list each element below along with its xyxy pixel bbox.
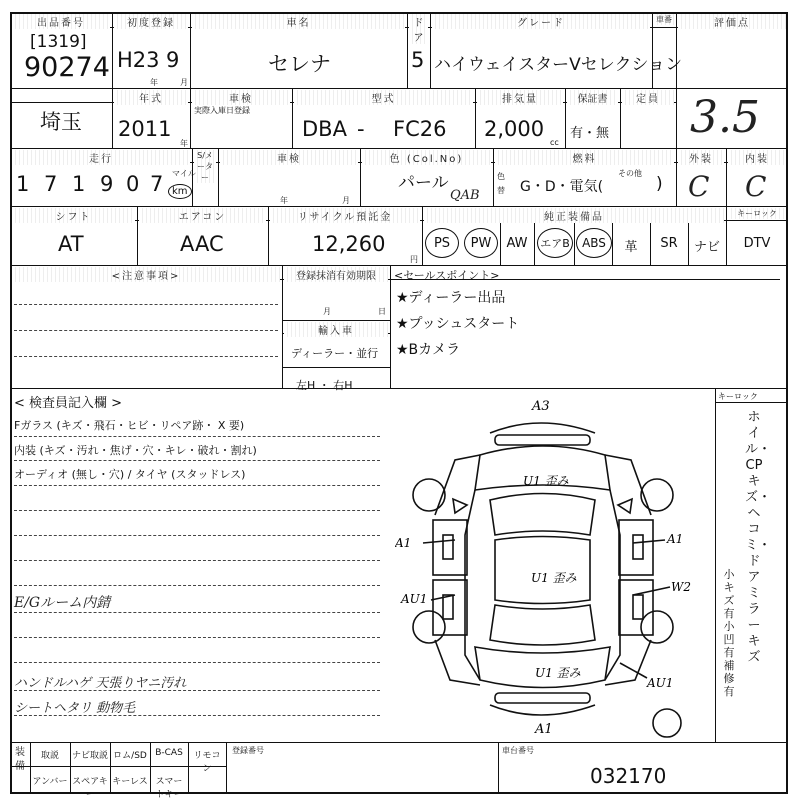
recycle-unit: 円 — [410, 255, 418, 264]
car-name-header: 車名 — [192, 14, 405, 29]
caution-header: <注意事項> — [12, 267, 280, 282]
model-prefix: DBA — [302, 117, 347, 141]
year-header: 年式 — [114, 90, 188, 105]
inspector-line-interior: 内装 (キズ・汚れ・焦げ・穴・キレ・破れ・割れ) — [14, 444, 257, 457]
shift-value: AT — [58, 232, 84, 256]
sales-point-1: ★ディーラー出品 — [396, 290, 506, 306]
shaken-header-2: 車検 — [220, 150, 358, 165]
doors-header: ドア — [409, 14, 428, 44]
shaken-month-unit: 月 — [342, 196, 350, 205]
shaken-year-unit: 年 — [280, 196, 288, 205]
diagram-label-a3: A3 — [532, 399, 550, 414]
import-header: 輸入車 — [284, 322, 388, 337]
model-header: 型式 — [294, 90, 473, 105]
lot-header: 出品番号 — [12, 14, 110, 29]
mileage-digit: 7 — [44, 172, 58, 196]
aircon-header: エアコン — [139, 208, 266, 223]
model-code: FC26 — [393, 117, 447, 141]
first-reg-header: 初度登録 — [114, 14, 188, 29]
bottom-cell-bcas: B-CAS — [155, 748, 183, 758]
diagram-label-a1-right: A1 — [667, 532, 684, 546]
score-header: 評価点 — [678, 14, 786, 29]
model-dash: - — [357, 117, 365, 141]
grade-header: グレード — [432, 14, 650, 29]
first-reg-month-unit: 月 — [180, 78, 188, 87]
first-reg-month: 9 — [166, 48, 180, 72]
equipment-ps: PS — [425, 228, 459, 258]
sales-point-3: ★Bカメラ — [396, 342, 461, 358]
equipment-sr: SR — [660, 236, 678, 251]
interior-grade: C — [745, 170, 767, 203]
side-notes: 小キズ有 小凹有 補修有 — [723, 568, 735, 698]
sales-header: <セールスポイント> — [394, 269, 500, 282]
equipment-header: 純正装備品 — [424, 208, 724, 223]
inspector-line-audio: オーディオ (無し・穴) / タイヤ (スタッドレス) — [14, 468, 246, 481]
fuel-other-label: その他 — [618, 169, 642, 178]
exterior-grade: C — [688, 170, 710, 203]
reg-expiry-header: 登録抹消有効期限 — [284, 267, 388, 282]
grade-value: ハイウェイスターVセレクション — [434, 55, 683, 75]
bottom-cell-smart-key: スマートキー — [155, 777, 183, 800]
reg-month: 月 — [323, 307, 331, 316]
displacement-unit: cc — [550, 138, 559, 147]
smeter-header: S/メーター — [194, 150, 216, 183]
first-reg-era: H23 — [117, 48, 160, 72]
bottom-cell-manual: 取説 — [40, 751, 59, 761]
fuel-close: ) — [656, 174, 663, 194]
fuel-header: 燃料 — [495, 150, 674, 165]
color-header: 色 (Col.No) — [362, 150, 491, 165]
diagram-label-u1-rear: U1 歪み — [535, 666, 581, 680]
warranty-value: 有・無 — [570, 126, 610, 141]
shift-header: シフト — [12, 208, 135, 223]
num-header: 車番 — [656, 15, 672, 24]
mileage-unit-mile: マイル — [172, 169, 196, 178]
recycle-header: リサイクル預託金 — [270, 208, 420, 223]
diagram-label-a1-bottom: A1 — [535, 722, 553, 737]
bottom-cell-remote: リモコン — [193, 751, 221, 774]
frame-number-label: 車台番号 — [502, 746, 534, 755]
reg-number-label: 登録番号 — [232, 746, 264, 755]
fuel-value: G・D・電気( — [520, 179, 604, 195]
inspector-line-glass: Fガラス (キズ・飛石・ヒビ・リペア跡・ X 要) — [14, 419, 245, 432]
score-value: 3.5 — [690, 92, 760, 143]
doors-value: 5 — [411, 48, 425, 72]
color-code: QAB — [450, 188, 480, 203]
diagram-label-u1-mid: U1 歪み — [531, 571, 577, 585]
lot-number: 90274 — [24, 52, 110, 83]
car-name: セレナ — [268, 52, 331, 76]
capacity-header: 定員 — [622, 90, 674, 105]
equipment-airbag: エアB — [537, 228, 573, 258]
color-value: パール — [398, 173, 449, 193]
bottom-cell-amber: アンバー — [32, 777, 68, 787]
equipment-aw: AW — [506, 236, 528, 251]
year-unit: 年 — [180, 139, 188, 148]
mileage-digit: 0 — [126, 172, 140, 196]
inspector-header: < 検査員記入欄 > — [14, 396, 123, 411]
first-reg-year-unit: 年 — [150, 78, 158, 87]
aircon-value: AAC — [180, 232, 224, 256]
color-change-label: 色替 — [497, 172, 505, 195]
bottom-cell-rom: ロム/SD — [113, 751, 147, 761]
diagram-label-u1-front: U1 歪み — [523, 474, 569, 488]
mileage-header: 走行 — [12, 150, 190, 165]
reg-day: 日 — [378, 307, 386, 316]
equipment-navi: ナビ — [693, 240, 720, 255]
lot-code: [1319] — [30, 32, 87, 52]
equipment-pw: PW — [464, 228, 498, 258]
mileage-digit: 1 — [16, 172, 30, 196]
equipment-leather: 革 — [624, 240, 638, 255]
year-value: 2011 — [118, 117, 172, 141]
diagram-label-w2-right: W2 — [671, 580, 691, 594]
bottom-equipment-label: 装備 — [15, 747, 25, 772]
mileage-digit: 7 — [150, 172, 164, 196]
diagram-label-au1-left: AU1 — [401, 592, 428, 606]
mileage-digit: 9 — [100, 172, 114, 196]
shaken-header: 車検 — [192, 90, 290, 105]
side-vertical-text: ホイル・CPキズ・ヘコミ・ドアミラーキズ — [745, 410, 772, 665]
import-dealer: ディーラー・並行 — [291, 347, 379, 360]
handwritten-note-handle: ハンドルハゲ 天張りヤニ汚れ — [14, 676, 187, 691]
handwritten-note-seat: シートヘタリ 動物毛 — [14, 701, 136, 716]
sales-point-2: ★プッシュスタート — [396, 316, 520, 332]
diagram-label-au1-right: AU1 — [647, 676, 674, 690]
displacement-header: 排気量 — [477, 90, 563, 105]
keyless-label: キーロック — [718, 392, 758, 401]
warranty-header: 保証書 — [567, 90, 618, 105]
mileage-unit-km: km — [168, 184, 192, 199]
keyless-header: キーロック — [728, 208, 786, 219]
diagram-label-a1-left: A1 — [395, 536, 412, 550]
equipment-abs: ABS — [576, 228, 612, 258]
location: 埼玉 — [40, 110, 82, 134]
displacement-value: 2,000 — [484, 117, 545, 141]
mileage-digit: 1 — [72, 172, 86, 196]
bottom-cell-spare-key: スペアキー — [72, 777, 108, 800]
car-diagram — [395, 395, 715, 740]
bottom-cell-navi-manual: ナビ取説 — [72, 751, 109, 761]
exterior-header: 外装 — [678, 150, 724, 165]
recycle-fee: 12,260 — [312, 232, 386, 256]
equipment-dtv: DTV — [743, 236, 771, 251]
bottom-cell-keyless: キーレス — [112, 777, 148, 787]
handwritten-note-engine: E/Gルーム内錆 — [14, 595, 111, 611]
frame-number: 032170 — [590, 764, 667, 788]
shaken-note: 実際入庫日登録 — [194, 106, 250, 115]
import-handle: 左H ・ 右H — [296, 379, 353, 392]
interior-header: 内装 — [728, 150, 786, 165]
